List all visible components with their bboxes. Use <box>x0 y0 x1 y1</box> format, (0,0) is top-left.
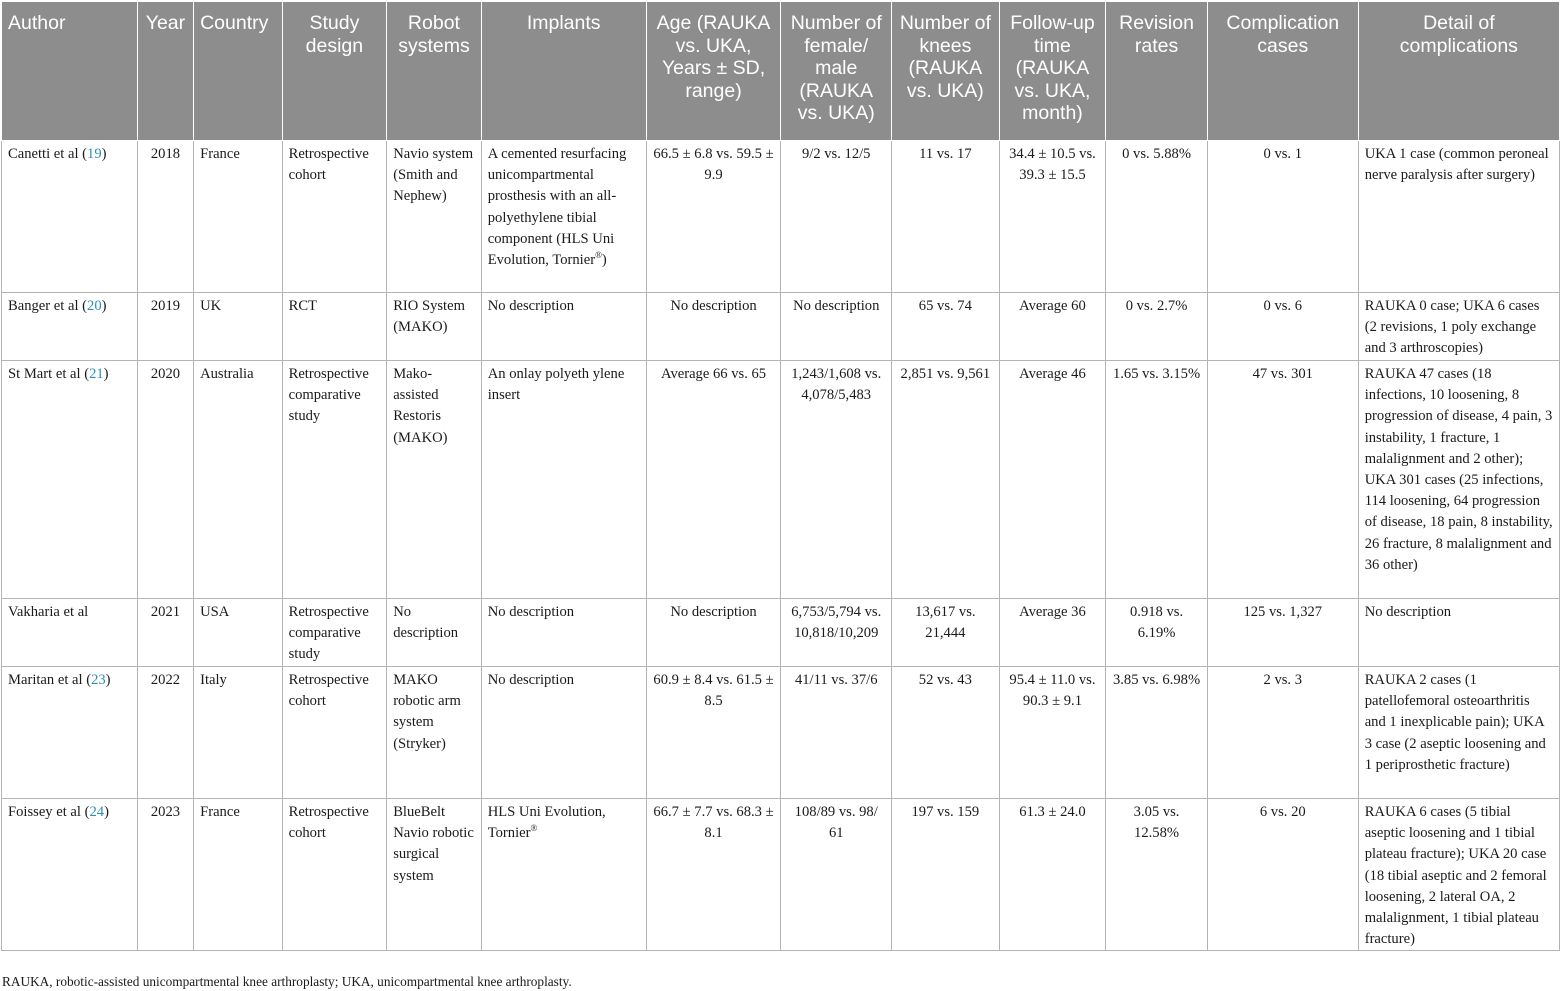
study-design-cell: Retrospective comparative study <box>282 361 387 599</box>
reference-link[interactable]: 19 <box>87 146 102 162</box>
female-male-cell: 41/11 vs. 37/6 <box>781 667 892 799</box>
year-cell: 2022 <box>137 667 193 799</box>
robot-system-cell: BlueBelt Navio robotic surgical system <box>387 799 482 951</box>
table-footnote: RAUKA, robotic-assisted unicompartmental knee arthroplasty; UKA, unicompartmental knee arthroplasty. <box>2 974 572 989</box>
knees-cell: 65 vs. 74 <box>892 293 1000 361</box>
table-row <box>2 799 1560 951</box>
complication-cases-cell: 47 vs. 301 <box>1207 361 1358 599</box>
female-male-cell: 9/2 vs. 12/5 <box>781 141 892 293</box>
robot-system-cell: No description <box>387 599 482 667</box>
follow-up-cell: 95.4 ± 11.0 vs. 90.3 ± 9.1 <box>999 667 1106 799</box>
follow-up-cell: Average 60 <box>999 293 1106 361</box>
header-country: Country <box>194 2 283 141</box>
age-cell: No description <box>646 293 781 361</box>
author-name: Maritan et al <box>8 672 83 688</box>
revision-rate-cell: 3.05 vs. 12.58% <box>1106 799 1208 951</box>
implants-cell <box>481 599 646 667</box>
revision-rate-cell: 0 vs. 5.88% <box>1106 141 1208 293</box>
follow-up-cell: Average 36 <box>999 599 1106 667</box>
table-body <box>2 141 1560 951</box>
revision-rate-cell: 0 vs. 2.7% <box>1106 293 1208 361</box>
knees-cell: 11 vs. 17 <box>892 141 1000 293</box>
female-male-cell: 1,243/1,608 vs. 4,078/5,483 <box>781 361 892 599</box>
table-row <box>2 293 1560 361</box>
complication-cases-cell: 2 vs. 3 <box>1207 667 1358 799</box>
registered-mark: ® <box>595 250 602 261</box>
header-follow-up: Follow-up time (RAUKA vs. UKA, month) <box>999 2 1106 141</box>
author-cell: Banger et al (20) <box>2 293 138 361</box>
robot-system-cell: Navio system (Smith and Nephew) <box>387 141 482 293</box>
complication-detail-cell: RAUKA 2 cases (1 patellofemoral osteoarthritis and 1 inexplicable pain); UKA 3 case (2 aseptic loosening and 1 periprosthetic fracture) <box>1358 667 1559 799</box>
reference-link[interactable]: 23 <box>91 672 106 688</box>
revision-rate-cell: 0.918 vs. 6.19% <box>1106 599 1208 667</box>
year-cell: 2023 <box>137 799 193 951</box>
complication-detail-cell: RAUKA 0 case; UKA 6 cases (2 revisions, 1 poly exchange and 3 arthroscopies) <box>1358 293 1559 361</box>
follow-up-cell: 61.3 ± 24.0 <box>999 799 1106 951</box>
header-study-design: Study design <box>282 2 387 141</box>
complication-detail-cell: UKA 1 case (common peroneal nerve paralysis after surgery) <box>1358 141 1559 293</box>
country-cell: Australia <box>194 361 283 599</box>
revision-rate-cell: 1.65 vs. 3.15% <box>1106 361 1208 599</box>
reference-link[interactable]: 20 <box>87 298 102 314</box>
header-age: Age (RAUKA vs. UKA, Years ± SD, range) <box>646 2 781 141</box>
studies-table <box>1 1 1560 951</box>
follow-up-cell: 34.4 ± 10.5 vs. 39.3 ± 15.5 <box>999 141 1106 293</box>
knees-cell: 52 vs. 43 <box>892 667 1000 799</box>
complication-cases-cell: 6 vs. 20 <box>1207 799 1358 951</box>
country-cell: France <box>194 799 283 951</box>
revision-rate-cell: 3.85 vs. 6.98% <box>1106 667 1208 799</box>
complication-detail-cell: RAUKA 6 cases (5 tibial aseptic loosening and 1 tibial plateau fracture); UKA 20 case (18 tibial aseptic and 2 femoral loosening, 2 lateral OA, 2 malalignment, 1 tibial plateau fracture) <box>1358 799 1559 951</box>
author-name: Canetti et al <box>8 146 79 162</box>
header-row <box>2 2 1560 141</box>
implants-text: A cemented resurfacing unicompartmental prosthesis with an all-polyethylene tibial component (HLS Uni Evolution, Tornier <box>487 146 627 269</box>
age-cell: Average 66 vs. 65 <box>646 361 781 599</box>
header-author: Author <box>2 2 138 141</box>
implants-text: No description <box>487 298 575 314</box>
female-male-cell: No description <box>781 293 892 361</box>
author-cell <box>2 599 138 667</box>
study-design-cell: Retrospective cohort <box>282 799 387 951</box>
author-name: St Mart et al <box>8 366 81 382</box>
knees-cell: 13,617 vs. 21,444 <box>892 599 1000 667</box>
author-cell: Foissey et al (24) <box>2 799 138 951</box>
registered-mark: ® <box>530 823 538 834</box>
complication-cases-cell: 0 vs. 6 <box>1207 293 1358 361</box>
author-cell: Maritan et al (23) <box>2 667 138 799</box>
robot-system-cell: Mako-assisted Restoris (MAKO) <box>387 361 482 599</box>
implants-text: An onlay polyeth ylene insert <box>487 366 625 404</box>
robot-system-cell: MAKO robotic arm system (Stryker) <box>387 667 482 799</box>
author-name: Vakharia et al <box>8 604 89 620</box>
implants-cell <box>481 293 646 361</box>
complication-cases-cell: 125 vs. 1,327 <box>1207 599 1358 667</box>
implants-text: No description <box>487 604 575 620</box>
table-row <box>2 599 1560 667</box>
author-name: Foissey et al <box>8 804 81 820</box>
reference-link[interactable]: 24 <box>89 804 105 820</box>
study-design-cell: Retrospective cohort <box>282 141 387 293</box>
implants-cell <box>481 667 646 799</box>
header-knees: Number of knees (RAUKA vs. UKA) <box>892 2 1000 141</box>
author-name: Banger et al <box>8 298 79 314</box>
implants-cell <box>481 361 646 599</box>
implants-cell <box>481 141 646 293</box>
implants-text: No description <box>487 672 575 688</box>
robot-system-cell: RIO System (MAKO) <box>387 293 482 361</box>
header-detail-complications: Detail of complications <box>1358 2 1559 141</box>
complication-cases-cell: 0 vs. 1 <box>1207 141 1358 293</box>
knees-cell: 2,851 vs. 9,561 <box>892 361 1000 599</box>
header-complication-cases: Complication cases <box>1207 2 1358 141</box>
complication-detail-cell: RAUKA 47 cases (18 infections, 10 loosening, 8 progression of disease, 4 pain, 3 instability, 1 fracture, 1 malalignment and 2 other); UKA 301 cases (25 infections, 114 loosening, 64 progression of disease, 18 pain, 8 instability, 26 fracture, 8 malalignment and 36 other) <box>1358 361 1559 599</box>
study-design-cell: Retrospective comparative study <box>282 599 387 667</box>
country-cell: Italy <box>194 667 283 799</box>
female-male-cell: 6,753/5,794 vs. 10,818/10,209 <box>781 599 892 667</box>
implants-text: HLS Uni Evolution, Tornier <box>487 804 606 842</box>
table-row <box>2 361 1560 599</box>
study-design-cell: RCT <box>282 293 387 361</box>
header-female-male: Number of female/ male (RAUKA vs. UKA) <box>781 2 892 141</box>
header-year: Year <box>137 2 193 141</box>
age-cell: 60.9 ± 8.4 vs. 61.5 ± 8.5 <box>646 667 781 799</box>
author-cell: St Mart et al (21) <box>2 361 138 599</box>
country-cell: UK <box>194 293 283 361</box>
year-cell: 2020 <box>137 361 193 599</box>
header-revision-rates: Revision rates <box>1106 2 1208 141</box>
table-row <box>2 141 1560 293</box>
author-cell: Canetti et al (19) <box>2 141 138 293</box>
implants-text-end: ) <box>601 252 607 269</box>
year-cell: 2018 <box>137 141 193 293</box>
knees-cell: 197 vs. 159 <box>892 799 1000 951</box>
complication-detail-cell: No description <box>1358 599 1559 667</box>
female-male-cell: 108/89 vs. 98/ 61 <box>781 799 892 951</box>
age-cell: No description <box>646 599 781 667</box>
follow-up-cell: Average 46 <box>999 361 1106 599</box>
country-cell: France <box>194 141 283 293</box>
year-cell: 2021 <box>137 599 193 667</box>
table-row <box>2 667 1560 799</box>
age-cell: 66.5 ± 6.8 vs. 59.5 ± 9.9 <box>646 141 781 293</box>
year-cell: 2019 <box>137 293 193 361</box>
age-cell: 66.7 ± 7.7 vs. 68.3 ± 8.1 <box>646 799 781 951</box>
implants-cell <box>481 799 646 951</box>
header-implants: Implants <box>481 2 646 141</box>
reference-link[interactable]: 21 <box>89 366 104 382</box>
header-robot-systems: Robot systems <box>387 2 482 141</box>
study-design-cell: Retrospective cohort <box>282 667 387 799</box>
country-cell: USA <box>194 599 283 667</box>
